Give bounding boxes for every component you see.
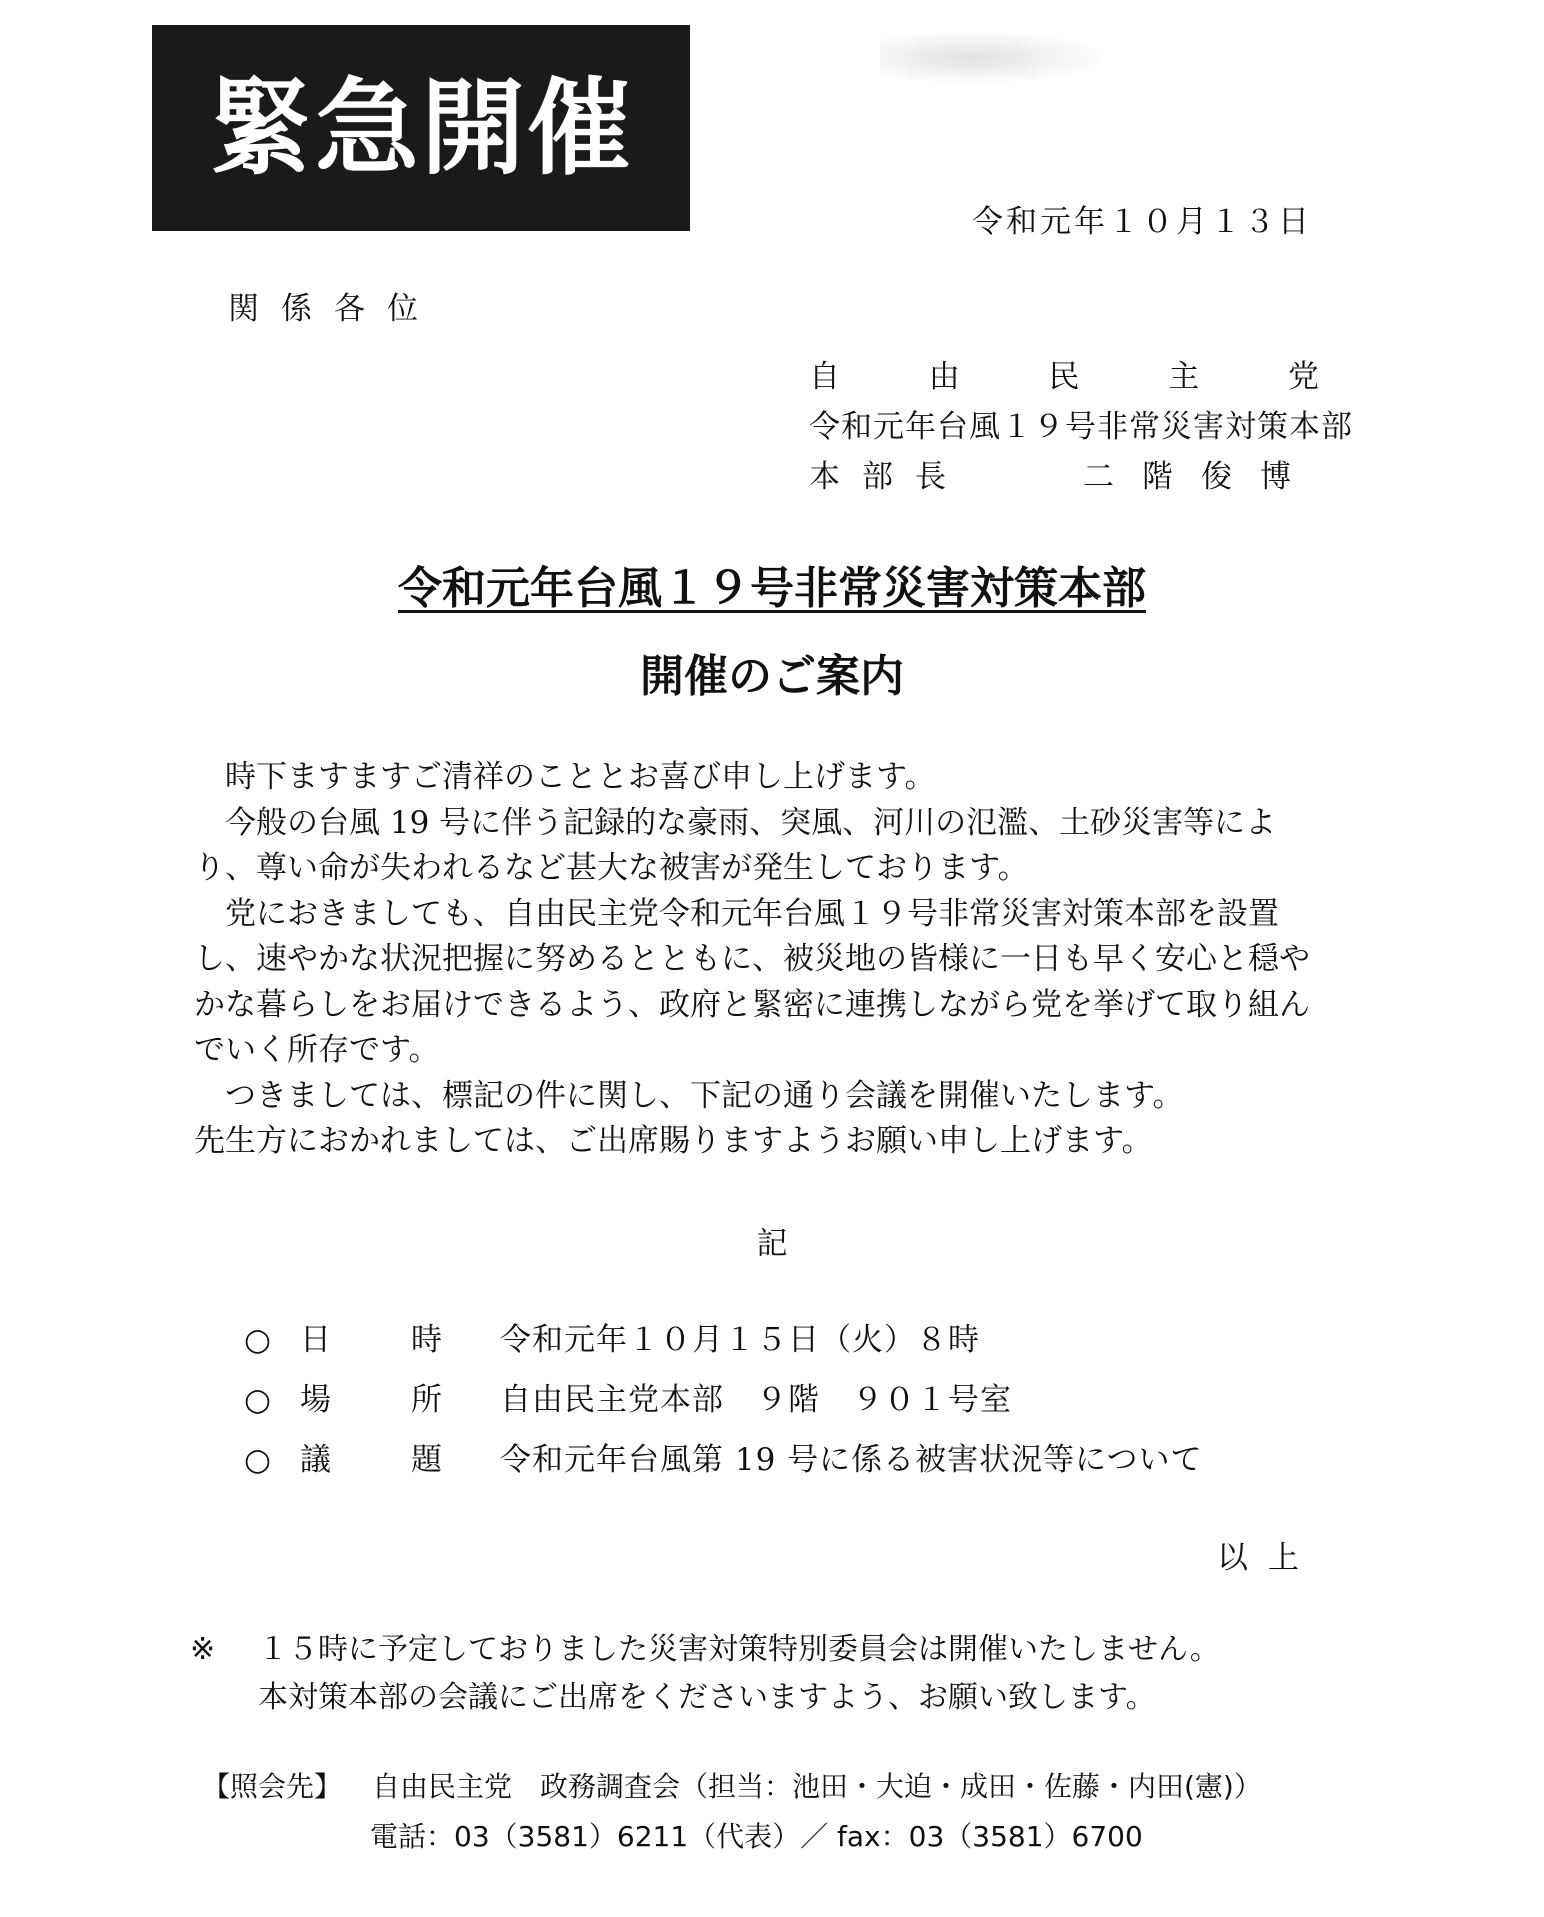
contact-phone-fax: 電話：03（3581）6211（代表）／ fax：03（3581）6700 — [370, 1820, 1143, 1853]
detail-key-char: 時 — [411, 1322, 442, 1358]
sender-chief-name: 二階俊博 — [1083, 459, 1319, 495]
detail-key-char: 題 — [411, 1442, 442, 1478]
body-paragraph: 時下ますますご清祥のこととお喜び申し上げます。 — [225, 759, 936, 795]
body-paragraph: つきましては、標記の件に関し、下記の通り会議を開催いたします。 — [225, 1077, 1184, 1114]
closing-mark: 以上 — [1217, 1540, 1319, 1576]
detail-value: 自由民主党本部 ９階 ９０１号室 — [500, 1382, 1012, 1418]
body-paragraph: 先生方におかれましては、ご出席賜りますようお願い申し上げます。 — [194, 1123, 1153, 1159]
scan-artifact — [880, 30, 1110, 85]
document-date: 令和元年１０月１３日 — [972, 204, 1312, 240]
sender-chief — [809, 452, 1319, 502]
detail-row-datetime — [244, 1310, 1203, 1370]
detail-key-char: 日 — [300, 1322, 331, 1358]
body-paragraph: 今般の台風 19 号に伴う記録的な豪雨、突風、河川の氾濫、土砂災害等により、尊い命が失われるなど甚大な被害が発生しております。 — [194, 804, 1277, 886]
note-line: 本対策本部の会議にご出席をくださいますよう、お願い致します。 — [258, 1680, 1156, 1715]
note-line — [190, 1626, 1220, 1674]
ki-heading: 記 — [756, 1226, 788, 1262]
circle-bullet: ○ — [244, 1322, 272, 1358]
circle-bullet: ○ — [244, 1442, 272, 1478]
circle-bullet: ○ — [244, 1382, 272, 1418]
body-paragraph: 党におきましても、自由民主党令和元年台風１９号非常災害対策本部を設置し、速やかな状況把握に努めるとともに、被災地の皆様に一日も早く安心と穏やかな暮らしをお届けできるよう、政府と緊密に連携しながら党を挙げて取り組んでいく所存です。 — [194, 895, 1310, 1068]
document-title: 令和元年台風１９号非常災害対策本部 — [398, 563, 1146, 614]
body-text — [194, 755, 1334, 1165]
sender-party-char: 主 — [1168, 359, 1200, 395]
contact-office: 自由民主党 政務調査会（担当：池田・大迫・成田・佐藤・内田(憲)） — [372, 1770, 1262, 1803]
detail-key — [300, 1370, 500, 1430]
detail-row-place — [244, 1370, 1203, 1430]
sender-party — [809, 352, 1319, 402]
contact-label: 【照会先】 — [202, 1770, 343, 1803]
sender-party-char: 由 — [928, 359, 960, 395]
addressee: 関係各位 — [228, 291, 440, 327]
contact-info — [202, 1762, 1262, 1862]
contact-line — [202, 1762, 1262, 1812]
detail-key — [300, 1430, 500, 1490]
sender-block — [809, 352, 1353, 502]
detail-value: 令和元年１０月１５日（火）８時 — [500, 1322, 980, 1358]
detail-value: 令和元年台風第 19 号に係る被害状況等について — [500, 1442, 1203, 1478]
urgent-banner-text: 緊急開催 — [208, 67, 633, 189]
reference-mark: ※ — [190, 1632, 216, 1667]
sender-party-char: 民 — [1048, 359, 1080, 395]
detail-key-char: 所 — [411, 1382, 442, 1418]
sender-headquarters: 令和元年台風１９号非常災害対策本部 — [809, 409, 1353, 445]
sender-party-char: 党 — [1288, 359, 1319, 395]
urgent-banner — [152, 25, 690, 231]
note-text: １５時に予定しておりました災害対策特別委員会は開催いたしません。 — [258, 1632, 1220, 1667]
note — [190, 1626, 1220, 1722]
detail-key — [300, 1310, 500, 1370]
sender-party-char: 自 — [809, 359, 840, 395]
meeting-details — [244, 1310, 1203, 1490]
document-subtitle: 開催のご案内 — [640, 651, 904, 702]
sender-chief-title: 本部長 — [809, 459, 968, 495]
detail-key-char: 場 — [300, 1382, 331, 1418]
detail-row-agenda — [244, 1430, 1203, 1490]
detail-key-char: 議 — [300, 1442, 331, 1478]
